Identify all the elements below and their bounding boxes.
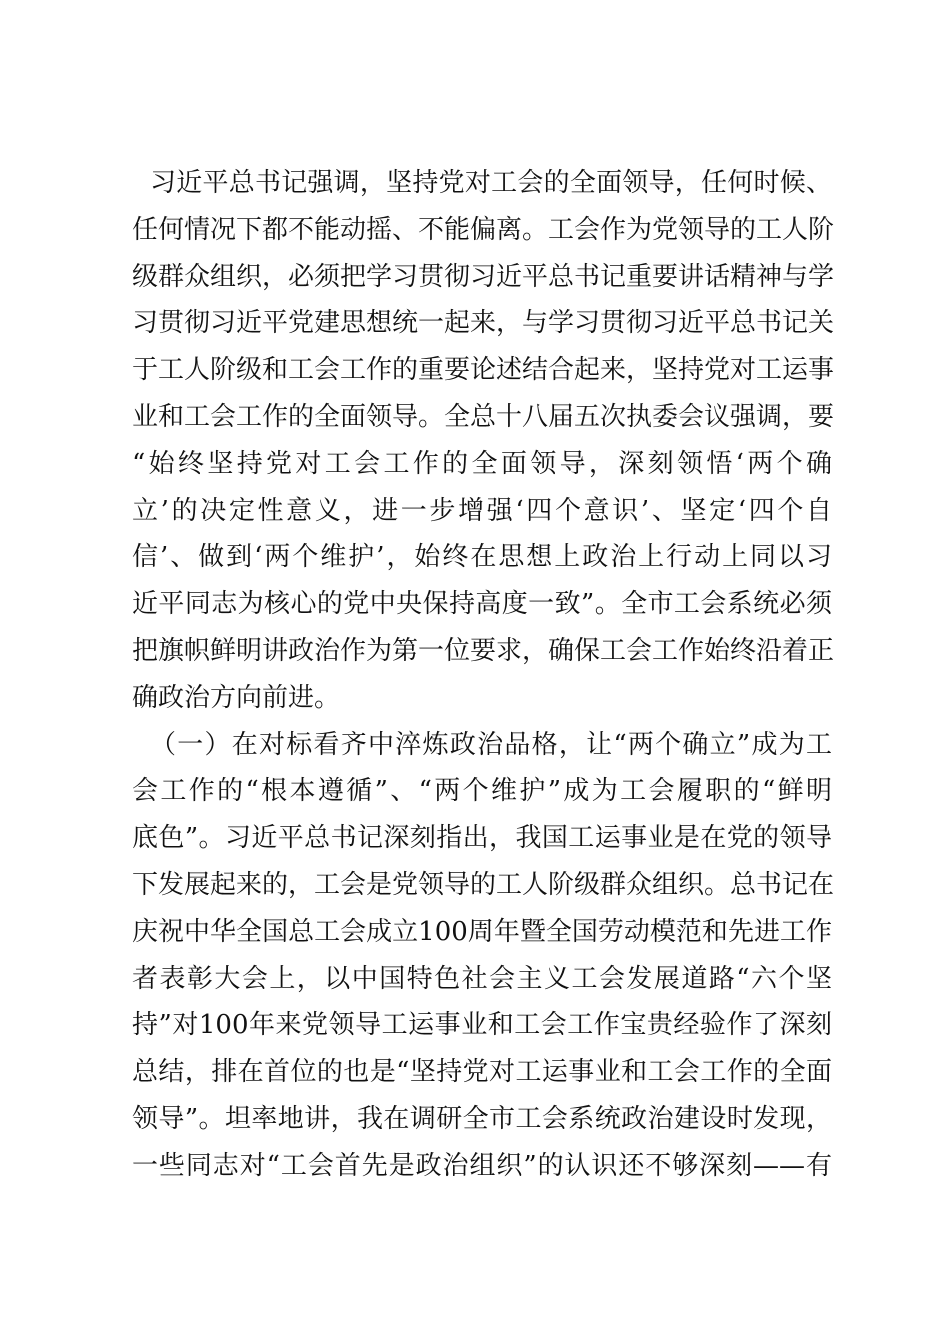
- text-line: 立’的决定性意义，进一步增强‘四个意识’、坚定‘四个自: [132, 495, 832, 526]
- text-line: 于工人阶级和工会工作的重要论述结合起来，坚持党对工运事: [132, 355, 835, 386]
- text-line: 信’、做到‘两个维护’，始终在思想上政治上行动上同以习: [132, 542, 832, 573]
- text-line: 下发展起来的，工会是党领导的工人阶级群众组织。总书记在: [132, 869, 835, 900]
- text-line: 级群众组织，必须把学习贯彻习近平总书记重要讲话精神与学: [132, 261, 835, 292]
- paragraph-1: [132, 160, 835, 722]
- text-line: 习贯彻习近平党建思想统一起来，与学习贯彻习近平总书记关: [132, 308, 835, 339]
- text-line: 把旗帜鲜明讲政治作为第一位要求，确保工会工作始终沿着正: [132, 635, 835, 666]
- text-line: 近平同志为核心的党中央保持高度一致”。全市工会系统必须: [132, 589, 832, 620]
- text-line: 一些同志对“工会首先是政治组织”的认识还不够深刻——有: [132, 1150, 832, 1181]
- text-line: 业和工会工作的全面领导。全总十八届五次执委会议强调，要: [132, 401, 835, 432]
- text-line: 持”对100年来党领导工运事业和工会工作宝贵经验作了深刻: [132, 1010, 832, 1041]
- text-line: 庆祝中华全国总工会成立100周年暨全国劳动模范和先进工作: [132, 916, 832, 947]
- text-line: 会工作的“根本遵循”、“两个维护”成为工会履职的“鲜明: [132, 776, 832, 807]
- text-line: 习近平总书记强调，坚持党对工会的全面领导，任何时候、: [150, 168, 832, 198]
- text-line: 者表彰大会上，以中国特色社会主义工会发展道路“六个坚: [132, 963, 832, 994]
- text-line: 总结，排在首位的也是“坚持党对工运事业和工会工作的全面: [132, 1057, 832, 1088]
- text-line: 确政治方向前进。: [132, 682, 341, 713]
- body-text: [132, 160, 835, 1190]
- paragraph-2: [132, 722, 835, 1190]
- section-heading-line: （一）在对标看齐中淬炼政治品格，让“两个确立”成为工: [150, 729, 832, 760]
- text-line: 任何情况下都不能动摇、不能偏离。工会作为党领导的工人阶: [132, 214, 835, 245]
- text-line: 底色”。习近平总书记深刻指出，我国工运事业是在党的领导: [132, 823, 832, 854]
- text-line: 领导”。坦率地讲，我在调研全市工会系统政治建设时发现，: [132, 1103, 832, 1134]
- text-line: “始终坚持党对工会工作的全面领导，深刻领悟‘两个确: [132, 448, 832, 479]
